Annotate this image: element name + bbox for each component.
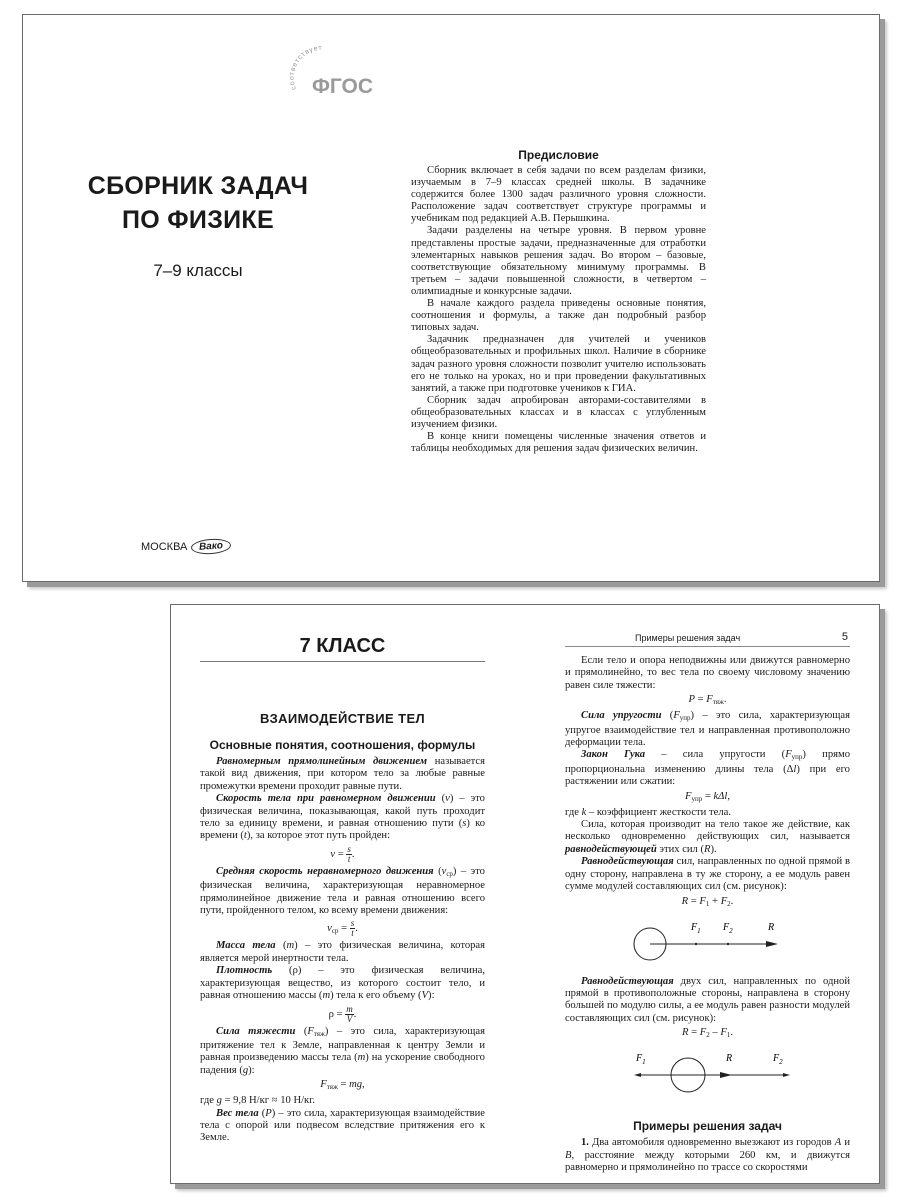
subscript: упр xyxy=(791,753,803,762)
math-variable: mg xyxy=(349,1079,363,1091)
term-emphasis: Плотность xyxy=(216,965,273,977)
math-variable: B xyxy=(565,1149,572,1161)
preface-paragraph: Задачник предназначен для учителей и учеников общеобразовательных и профильных школ. Наличие в сборнике задач разного уровня сложности позволит учителю использовать его не только на уроках, но и при проведении факультативных занятий, а также при подготовке учеников к ГИА. xyxy=(411,334,706,394)
formula xyxy=(200,919,485,938)
subscript: тяж xyxy=(326,1083,338,1092)
text-run: ): xyxy=(428,990,435,1002)
left-column xyxy=(200,756,485,1145)
subscript: тяж xyxy=(313,1029,325,1038)
text-run: Если тело и опора неподвижны или движутся равномерно и прямолинейно, то вес тела по своему числовому значению равен силе тяжести: xyxy=(565,655,850,691)
denominator: V xyxy=(346,1013,353,1024)
text-paragraph xyxy=(200,1026,485,1078)
examples-heading: Примеры решения задач xyxy=(633,1119,782,1134)
subscript: тяж xyxy=(712,698,724,707)
preface-paragraph: Сборник задач апробирован авторами-составителями в общеобразовательных классах и в классах с углубленным изучением физики. xyxy=(411,394,706,430)
text-run: Сила, которая производит на тело такое же действие, как несколько одновременно действующих сил, называется xyxy=(565,819,850,843)
text-paragraph xyxy=(565,710,850,749)
text-run: , xyxy=(727,790,731,802)
term-emphasis: Равномерным прямолинейным движением xyxy=(216,756,428,767)
term-emphasis: Равнодействующая xyxy=(581,856,674,868)
text-run: + xyxy=(709,895,721,907)
subscript: 1 xyxy=(726,1031,731,1040)
preface-paragraph: В конце книги помещены численные значения ответов и таблицы необходимых для решения задач физических величин. xyxy=(411,431,706,455)
math-variable: l xyxy=(793,763,797,775)
force-label-main: R xyxy=(767,921,774,933)
arrowhead-icon xyxy=(634,1073,641,1077)
text-run: двух сил, направленных по одной прямой в противоположные стороны, направлена в сторону большей по модулю силы, а ее модуль равен разности модулей составляющих сил (см. рисунок): xyxy=(565,975,850,1024)
text-run: = xyxy=(688,1027,700,1039)
math-variable: v xyxy=(445,793,450,805)
city: МОСКВА xyxy=(141,540,188,553)
formula xyxy=(565,694,850,708)
term-emphasis: Сила тяжести xyxy=(216,1025,296,1037)
title-line: СБОРНИК ЗАДАЧ xyxy=(87,172,309,200)
text-run: , xyxy=(362,1079,365,1091)
numerator: s xyxy=(350,918,355,929)
grades-label: 7–9 классы xyxy=(153,261,243,280)
running-head xyxy=(565,632,850,647)
page-number: 5 xyxy=(841,631,848,643)
text-run: ) на ускорение свободного падения ( xyxy=(200,1052,485,1076)
fgos-logo xyxy=(278,37,378,97)
math-variable: F xyxy=(307,1025,314,1037)
text-run: – коэффициент жесткости тела. xyxy=(586,806,731,818)
formula xyxy=(565,1027,850,1041)
tick-mark xyxy=(694,942,696,944)
text-run: (ρ) – это физическая величина, характеризующая вещество, из которого состоит тело, и равная отношению массы ( xyxy=(200,965,485,1002)
arrowhead-icon xyxy=(766,941,778,947)
running-head-title: Примеры решения задач xyxy=(635,633,741,643)
text-run: ) – это физическая величина, характеризующая неравномерное прямолинейное движение тела и равная отношению всего пути, пройденного телом, ко всему времени движения: xyxy=(200,865,485,917)
numerator: m xyxy=(346,1003,353,1014)
force-label-sub: 2 xyxy=(728,926,733,935)
force-diagram xyxy=(608,916,808,966)
arrowhead-icon xyxy=(720,1072,732,1078)
preface-heading: Предисловие xyxy=(518,148,599,162)
preface-paragraph: В начале каждого раздела приведены основные понятия, соотношения и формулы, а также дан подробный разбор типовых задач. xyxy=(411,298,706,334)
text-run: сил, направленных по одной прямой в одну сторону, направлена в ту же сторону, а ее модуль равен сумме модулей составляющих сил (см. рисунок): xyxy=(565,856,850,893)
denominator: t xyxy=(347,853,351,864)
text-paragraph xyxy=(565,976,850,1026)
text-run: . xyxy=(723,694,727,706)
preface-paragraph: Задачи разделены на четыре уровня. В первом уровне представлены простые задачи, предназначенные для отработки элементарных навыков решения задач. Во втором – базовые, соответствующие обязательному минимуму программы. В третьем – задачи повышенной сложности, в четвертом – олимпиадные и конкурсные задачи. xyxy=(411,225,706,297)
numerator: s xyxy=(347,843,351,854)
math-variable: g xyxy=(242,1064,249,1076)
text-paragraph xyxy=(200,756,485,793)
math-variable: t xyxy=(243,830,247,842)
formula xyxy=(200,1005,485,1024)
text-run: этих сил ( xyxy=(656,843,705,855)
math-variable: P xyxy=(688,694,696,706)
text-run: называется такой вид движения, при котором тело за любые равные промежутки времени проходит равные пути. xyxy=(200,756,485,792)
force-label xyxy=(635,1053,646,1066)
text-paragraph xyxy=(200,940,485,965)
text-run: ( xyxy=(295,1025,308,1037)
text-run: – xyxy=(709,1027,721,1039)
term-emphasis: Сила упругости xyxy=(581,710,662,722)
text-run: ) – это сила, характеризующая упругое взаимодействие тел и направленная противоположно деформации тела. xyxy=(565,710,850,749)
force-label-main: R xyxy=(725,1053,732,1065)
force-label xyxy=(690,922,701,935)
text-run: ) – это физическая величина, которая является мерой инертности тела. xyxy=(200,940,485,964)
text-paragraph xyxy=(200,1095,485,1107)
text-paragraph xyxy=(565,1137,850,1174)
text-paragraph xyxy=(565,856,850,893)
text-paragraph xyxy=(200,1108,485,1145)
subscript: 2 xyxy=(706,1031,710,1040)
subscript: 1 xyxy=(705,899,710,908)
imprint xyxy=(141,539,231,554)
subscript: ср xyxy=(331,927,339,936)
text-run: = xyxy=(702,790,714,802)
force-label xyxy=(722,922,733,935)
book-page-content-spread xyxy=(170,604,880,1184)
text-run: ) – это сила, характеризующая взаимодействие тела с опорой или подвесом вследствие притяжения его к Земле. xyxy=(200,1107,485,1144)
preface xyxy=(411,148,706,455)
math-variable: F xyxy=(720,895,728,907)
force-label-sub: 1 xyxy=(641,1058,646,1067)
math-variable: V xyxy=(421,990,429,1002)
math-variable: m xyxy=(286,940,295,952)
logo-arc-text: соответствует xyxy=(288,44,323,91)
force-label-main: F xyxy=(772,1053,779,1065)
text-run: Два автомобиля одновременно выезжают из городов xyxy=(588,1137,835,1149)
subsection-title: Основные понятия, соотношения, формулы xyxy=(209,738,476,752)
text-paragraph xyxy=(565,655,850,692)
text-run: = xyxy=(335,848,347,860)
logo-text: ФГОС xyxy=(312,75,374,97)
text-run: . xyxy=(351,848,355,860)
formula xyxy=(200,1079,485,1093)
text-run: ), за которое этот путь пройден: xyxy=(246,830,391,842)
subscript: упр xyxy=(691,794,703,803)
text-run: ): xyxy=(248,1064,255,1076)
text-run: – сила упругости ( xyxy=(645,749,786,761)
text-run: . xyxy=(355,923,358,935)
math-variable: F xyxy=(785,749,792,761)
arrowhead-icon xyxy=(783,1073,790,1077)
force-label-main: F xyxy=(690,921,697,933)
preface-paragraph: Сборник включает в себя задачи по всем разделам физики, изучаемым в 7–9 классах средней школы. В задачнике содержится более 1300 задач различного уровня сложности. Расположение задач соответствует структуре программы и учебникам под редакцией А.В. Перышкина. xyxy=(411,165,706,225)
text-run: ρ = xyxy=(328,1008,346,1020)
force-diagram xyxy=(608,1047,808,1097)
force-label-main: F xyxy=(635,1053,642,1065)
problem-number: 1. xyxy=(581,1137,589,1149)
term-emphasis: Закон Гука xyxy=(581,749,646,761)
text-run: . xyxy=(730,1027,733,1039)
force-label-sub: 1 xyxy=(696,926,701,935)
text-paragraph xyxy=(200,965,485,1002)
force-label xyxy=(725,1053,732,1064)
text-run: ( xyxy=(661,710,674,722)
text-run: = xyxy=(688,895,700,907)
book-title xyxy=(63,169,333,237)
text-run: ( xyxy=(275,940,287,952)
math-variable: F xyxy=(699,1027,707,1039)
text-run: = xyxy=(337,1079,350,1091)
text-run: ( xyxy=(435,793,446,805)
text-paragraph xyxy=(200,866,485,918)
text-run: ) тела к его объему ( xyxy=(330,990,422,1002)
math-variable: m xyxy=(357,1052,366,1064)
math-variable: F xyxy=(320,1079,327,1091)
math-variable: v xyxy=(441,865,447,877)
text-run: = xyxy=(338,923,350,935)
math-variable: F xyxy=(706,694,713,706)
text-paragraph xyxy=(200,793,485,843)
math-variable: R xyxy=(704,843,711,855)
heading-rule xyxy=(200,661,485,662)
text-run: = 9,8 Н/кг ≈ 10 Н/кг. xyxy=(221,1095,315,1107)
formula xyxy=(565,896,850,910)
text-run: ( xyxy=(258,1107,266,1119)
text-run: . xyxy=(353,1008,357,1020)
text-paragraph xyxy=(565,749,850,788)
term-emphasis: равнодействующей xyxy=(565,843,657,855)
text-run: ) ко времени ( xyxy=(200,818,485,842)
term-emphasis: Вес тела xyxy=(216,1107,259,1119)
math-variable: g xyxy=(216,1095,222,1107)
text-run: ) – это физическая величина, показывающая, какой путь проходит тело за единицу времени, и равная отношению пути ( xyxy=(200,793,485,830)
math-variable: F xyxy=(684,790,692,802)
math-variable: v xyxy=(330,848,336,860)
title-line: ПО ФИЗИКЕ xyxy=(122,206,274,234)
force-label-main: F xyxy=(722,921,729,933)
math-variable: k xyxy=(581,806,587,818)
math-variable: F xyxy=(673,710,680,722)
math-variable: F xyxy=(699,895,706,907)
math-variable: F xyxy=(720,1027,727,1039)
formula xyxy=(565,791,850,805)
formula xyxy=(200,845,485,864)
math-variable: s xyxy=(462,818,467,830)
math-variable: m xyxy=(322,990,331,1002)
text-run: ). xyxy=(710,843,717,855)
subscript: ср xyxy=(446,869,453,878)
text-run: , расстояние между которыми 260 км, и движутся равномерно и прямолинейно по трассе со скоростями xyxy=(565,1149,850,1173)
text-run: ) – это сила, характеризующая притяжение тел к Земле, направленная к центру Земли и равная произведению массы тела ( xyxy=(200,1025,485,1064)
text-run: ) при его растяжении или сжатии: xyxy=(565,763,850,788)
text-paragraph xyxy=(565,807,850,819)
force-label xyxy=(772,1053,783,1066)
term-emphasis: Масса тела xyxy=(216,940,276,952)
math-variable: R xyxy=(682,1027,689,1039)
term-emphasis: Равнодействующая xyxy=(581,975,674,987)
text-run: где xyxy=(565,806,582,818)
text-run: и xyxy=(841,1137,850,1149)
math-variable: v xyxy=(327,923,332,935)
term-emphasis: Средняя скорость неравномерного движения xyxy=(216,865,434,877)
section-title: ВЗАИМОДЕЙСТВИЕ ТЕЛ xyxy=(259,711,426,726)
force-label-sub: 2 xyxy=(778,1058,783,1067)
text-run: где xyxy=(200,1095,217,1107)
tick-mark xyxy=(726,942,728,944)
math-variable: R xyxy=(681,895,689,907)
subscript: 2 xyxy=(727,899,731,908)
subscript: упр xyxy=(679,714,691,723)
text-run: . xyxy=(730,895,734,907)
math-variable: kΔl xyxy=(713,790,728,802)
text-run: ) прямо пропорциональна изменению длины тела (Δ xyxy=(565,749,850,775)
right-column xyxy=(565,655,850,1174)
book-page-cover-spread xyxy=(22,14,880,582)
grade-heading: 7 КЛАСС xyxy=(299,635,386,657)
text-run: = xyxy=(695,694,707,706)
math-variable: P xyxy=(265,1107,272,1119)
term-emphasis: Скорость тела при равномерном движении xyxy=(216,793,436,805)
force-label xyxy=(767,922,774,933)
math-variable: A xyxy=(834,1137,842,1149)
fraction xyxy=(345,1005,354,1024)
text-run: ( xyxy=(433,865,442,877)
denominator: t xyxy=(351,928,354,939)
text-paragraph xyxy=(565,819,850,856)
publisher-logo: Вако xyxy=(191,538,232,556)
